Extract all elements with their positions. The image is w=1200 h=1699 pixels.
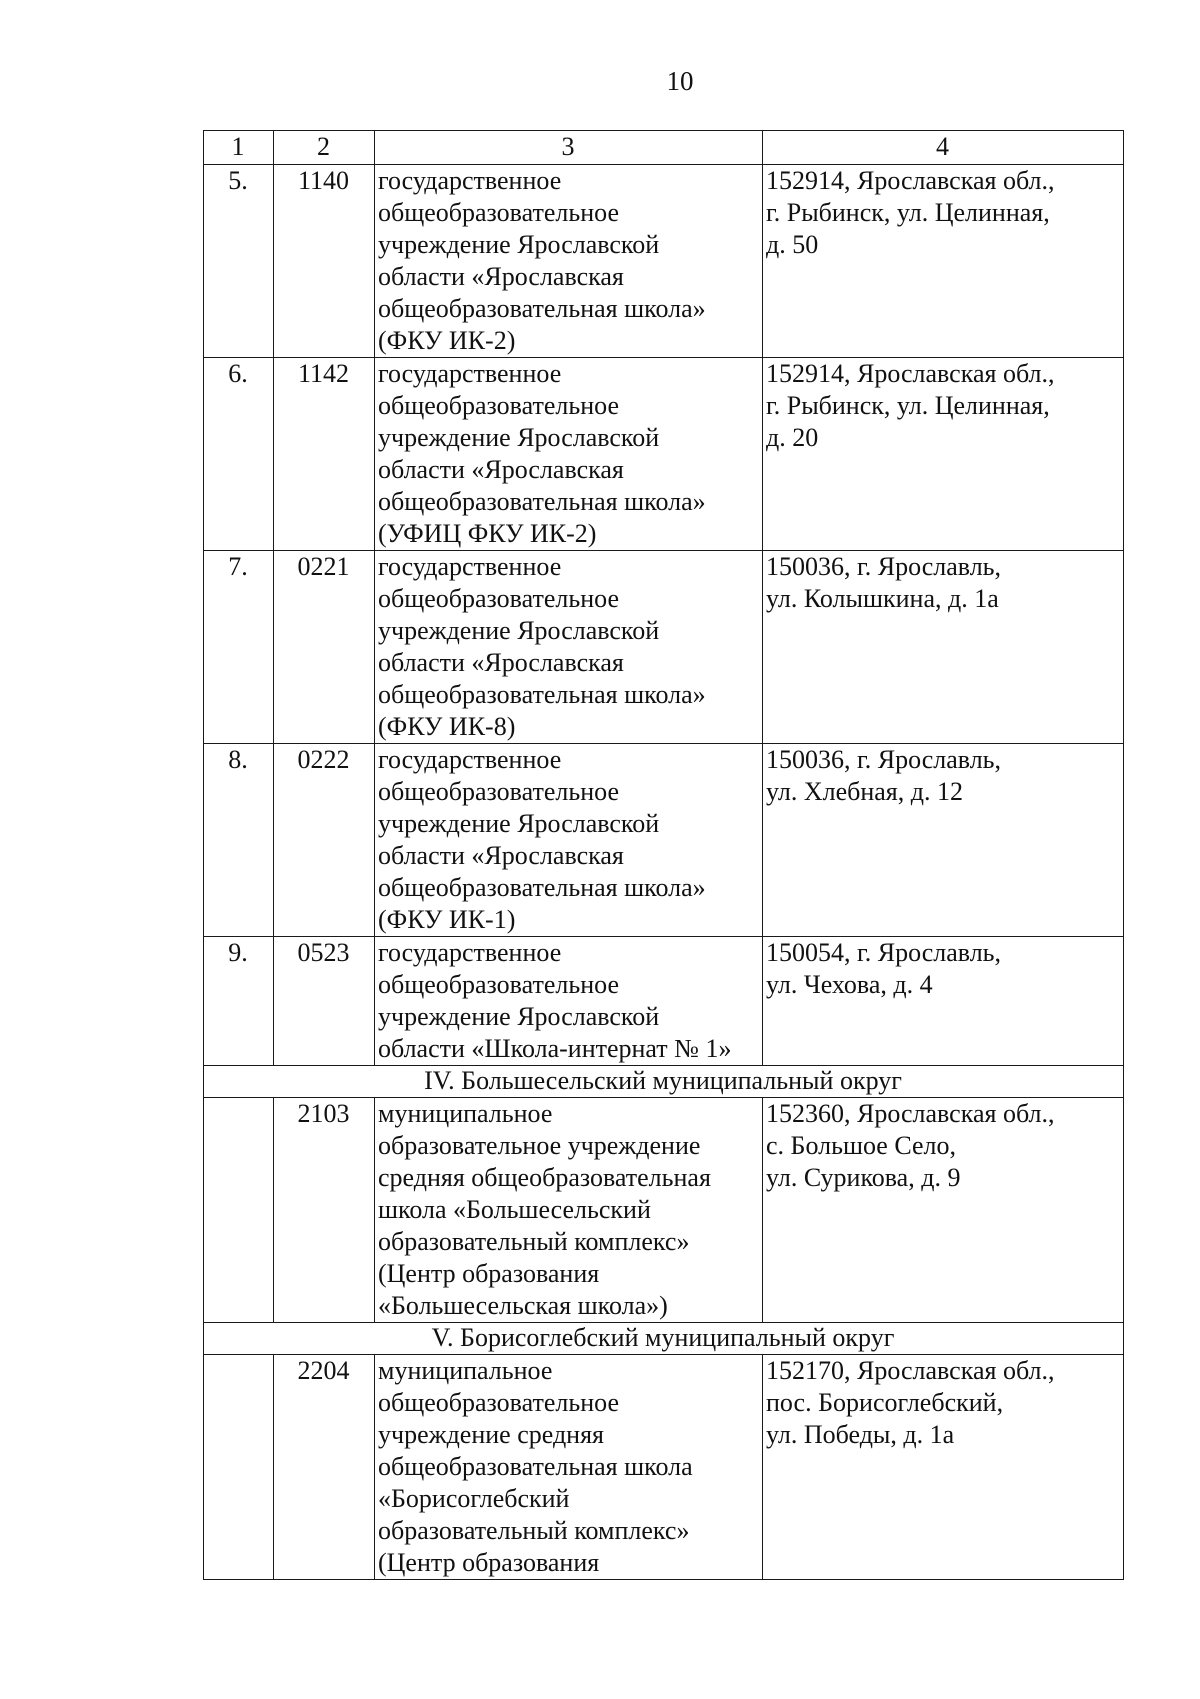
institution-code: 0523: [274, 937, 375, 1066]
row-number: 7.: [204, 551, 274, 744]
institution-address-line: ул. Чехова, д. 4: [766, 970, 933, 999]
column-number-3: 3: [375, 131, 763, 165]
table-row: [204, 744, 1124, 937]
institution-name-line: области «Ярославская: [378, 262, 624, 291]
institution-name-line: государственное: [378, 938, 562, 967]
row-number: 5.: [204, 165, 274, 358]
row-number: 8.: [204, 744, 274, 937]
institution-name-line: области «Ярославская: [378, 648, 624, 677]
institution-name-line: учреждение средняя: [378, 1420, 605, 1449]
column-number-2: 2: [274, 131, 375, 165]
institution-address-line: 152914, Ярославская обл.,: [766, 166, 1055, 195]
institution-address-line: 150054, г. Ярославль,: [766, 938, 1002, 967]
row-number: [204, 1098, 274, 1323]
institution-name-line: (Центр образования: [378, 1548, 600, 1577]
institution-address-line: 152170, Ярославская обл.,: [766, 1356, 1055, 1385]
institution-address: [763, 358, 1124, 551]
table-row: [204, 165, 1124, 358]
institution-name-line: общеобразовательное: [378, 970, 619, 999]
institution-address-line: ул. Колышкина, д. 1а: [766, 584, 999, 613]
institution-name-line: общеобразовательное: [378, 198, 619, 227]
institution-address-line: 150036, г. Ярославль,: [766, 745, 1002, 774]
institution-code: 1142: [274, 358, 375, 551]
section-title: IV. Большесельский муниципальный округ: [204, 1066, 1124, 1098]
institution-address: [763, 744, 1124, 937]
institution-address-line: 152914, Ярославская обл.,: [766, 359, 1055, 388]
institution-name-line: области «Школа-интернат № 1»: [378, 1034, 732, 1063]
institution-name-line: (ФКУ ИК-1): [378, 905, 516, 934]
institution-address: [763, 937, 1124, 1066]
institution-address-line: д. 20: [766, 423, 819, 452]
institution-name-line: «Борисоглебский: [378, 1484, 570, 1513]
institutions-table: [203, 130, 1124, 1580]
institution-name: [375, 744, 763, 937]
institution-name-line: общеобразовательное: [378, 584, 619, 613]
institution-name-line: муниципальное: [378, 1099, 553, 1128]
table-body: [204, 131, 1124, 1580]
institution-address-line: 150036, г. Ярославль,: [766, 552, 1002, 581]
institution-name-line: области «Ярославская: [378, 841, 624, 870]
table-row: [204, 358, 1124, 551]
institution-name-line: общеобразовательная школа»: [378, 680, 706, 709]
institution-name-line: общеобразовательное: [378, 391, 619, 420]
institution-name-line: (ФКУ ИК-8): [378, 712, 516, 741]
institution-code: 2103: [274, 1098, 375, 1323]
institution-name: [375, 1355, 763, 1580]
institution-name-line: учреждение Ярославской: [378, 423, 660, 452]
institution-code: 0221: [274, 551, 375, 744]
institution-address: [763, 1355, 1124, 1580]
page-number: 10: [666, 66, 694, 96]
institution-name: [375, 165, 763, 358]
institution-name-line: общеобразовательная школа»: [378, 873, 706, 902]
institution-name-line: государственное: [378, 166, 562, 195]
institution-name: [375, 358, 763, 551]
institution-name-line: общеобразовательная школа»: [378, 294, 706, 323]
institution-address-line: с. Большое Село,: [766, 1131, 957, 1160]
institution-address-line: д. 50: [766, 230, 819, 259]
institution-name: [375, 551, 763, 744]
institution-name-line: (УФИЦ ФКУ ИК-2): [378, 519, 597, 548]
institution-name-line: общеобразовательное: [378, 1388, 619, 1417]
institution-name-line: государственное: [378, 359, 562, 388]
institution-name-line: учреждение Ярославской: [378, 1002, 660, 1031]
institution-name-line: учреждение Ярославской: [378, 616, 660, 645]
institution-name-line: учреждение Ярославской: [378, 809, 660, 838]
institution-name-line: муниципальное: [378, 1356, 553, 1385]
institution-address-line: г. Рыбинск, ул. Целинная,: [766, 391, 1050, 420]
institution-code: 1140: [274, 165, 375, 358]
institution-name-line: образовательный комплекс»: [378, 1516, 690, 1545]
institution-address: [763, 1098, 1124, 1323]
institution-name-line: государственное: [378, 552, 562, 581]
column-number-4: 4: [763, 131, 1124, 165]
institution-name-line: области «Ярославская: [378, 455, 624, 484]
institution-code: 2204: [274, 1355, 375, 1580]
column-number-row: [204, 131, 1124, 165]
institution-name-line: общеобразовательное: [378, 777, 619, 806]
table-row: [204, 1355, 1124, 1580]
institution-name: [375, 1098, 763, 1323]
institution-name-line: образовательное учреждение: [378, 1131, 701, 1160]
institution-address-line: 152360, Ярославская обл.,: [766, 1099, 1055, 1128]
institution-name-line: государственное: [378, 745, 562, 774]
table-row: [204, 937, 1124, 1066]
row-number: 9.: [204, 937, 274, 1066]
institution-name-line: (ФКУ ИК-2): [378, 326, 516, 355]
institution-address: [763, 165, 1124, 358]
table-row: [204, 1098, 1124, 1323]
institution-code: 0222: [274, 744, 375, 937]
column-number-1: 1: [204, 131, 274, 165]
institution-name-line: средняя общеобразовательная: [378, 1163, 711, 1192]
institution-address-line: ул. Победы, д. 1а: [766, 1420, 955, 1449]
row-number: [204, 1355, 274, 1580]
institution-name-line: общеобразовательная школа»: [378, 487, 706, 516]
section-title: V. Борисоглебский муниципальный округ: [204, 1323, 1124, 1355]
institution-name: [375, 937, 763, 1066]
institution-name-line: учреждение Ярославской: [378, 230, 660, 259]
institution-name-line: образовательный комплекс»: [378, 1227, 690, 1256]
institution-address: [763, 551, 1124, 744]
institution-name-line: «Большесельская школа»): [378, 1291, 668, 1320]
institution-name-line: (Центр образования: [378, 1259, 600, 1288]
institution-name-line: школа «Большесельский: [378, 1195, 651, 1224]
section-header-row: [204, 1066, 1124, 1098]
institution-address-line: пос. Борисоглебский,: [766, 1388, 1004, 1417]
institution-address-line: ул. Сурикова, д. 9: [766, 1163, 961, 1192]
institution-address-line: г. Рыбинск, ул. Целинная,: [766, 198, 1050, 227]
section-header-row: [204, 1323, 1124, 1355]
row-number: 6.: [204, 358, 274, 551]
institution-address-line: ул. Хлебная, д. 12: [766, 777, 963, 806]
table-row: [204, 551, 1124, 744]
institution-name-line: общеобразовательная школа: [378, 1452, 693, 1481]
